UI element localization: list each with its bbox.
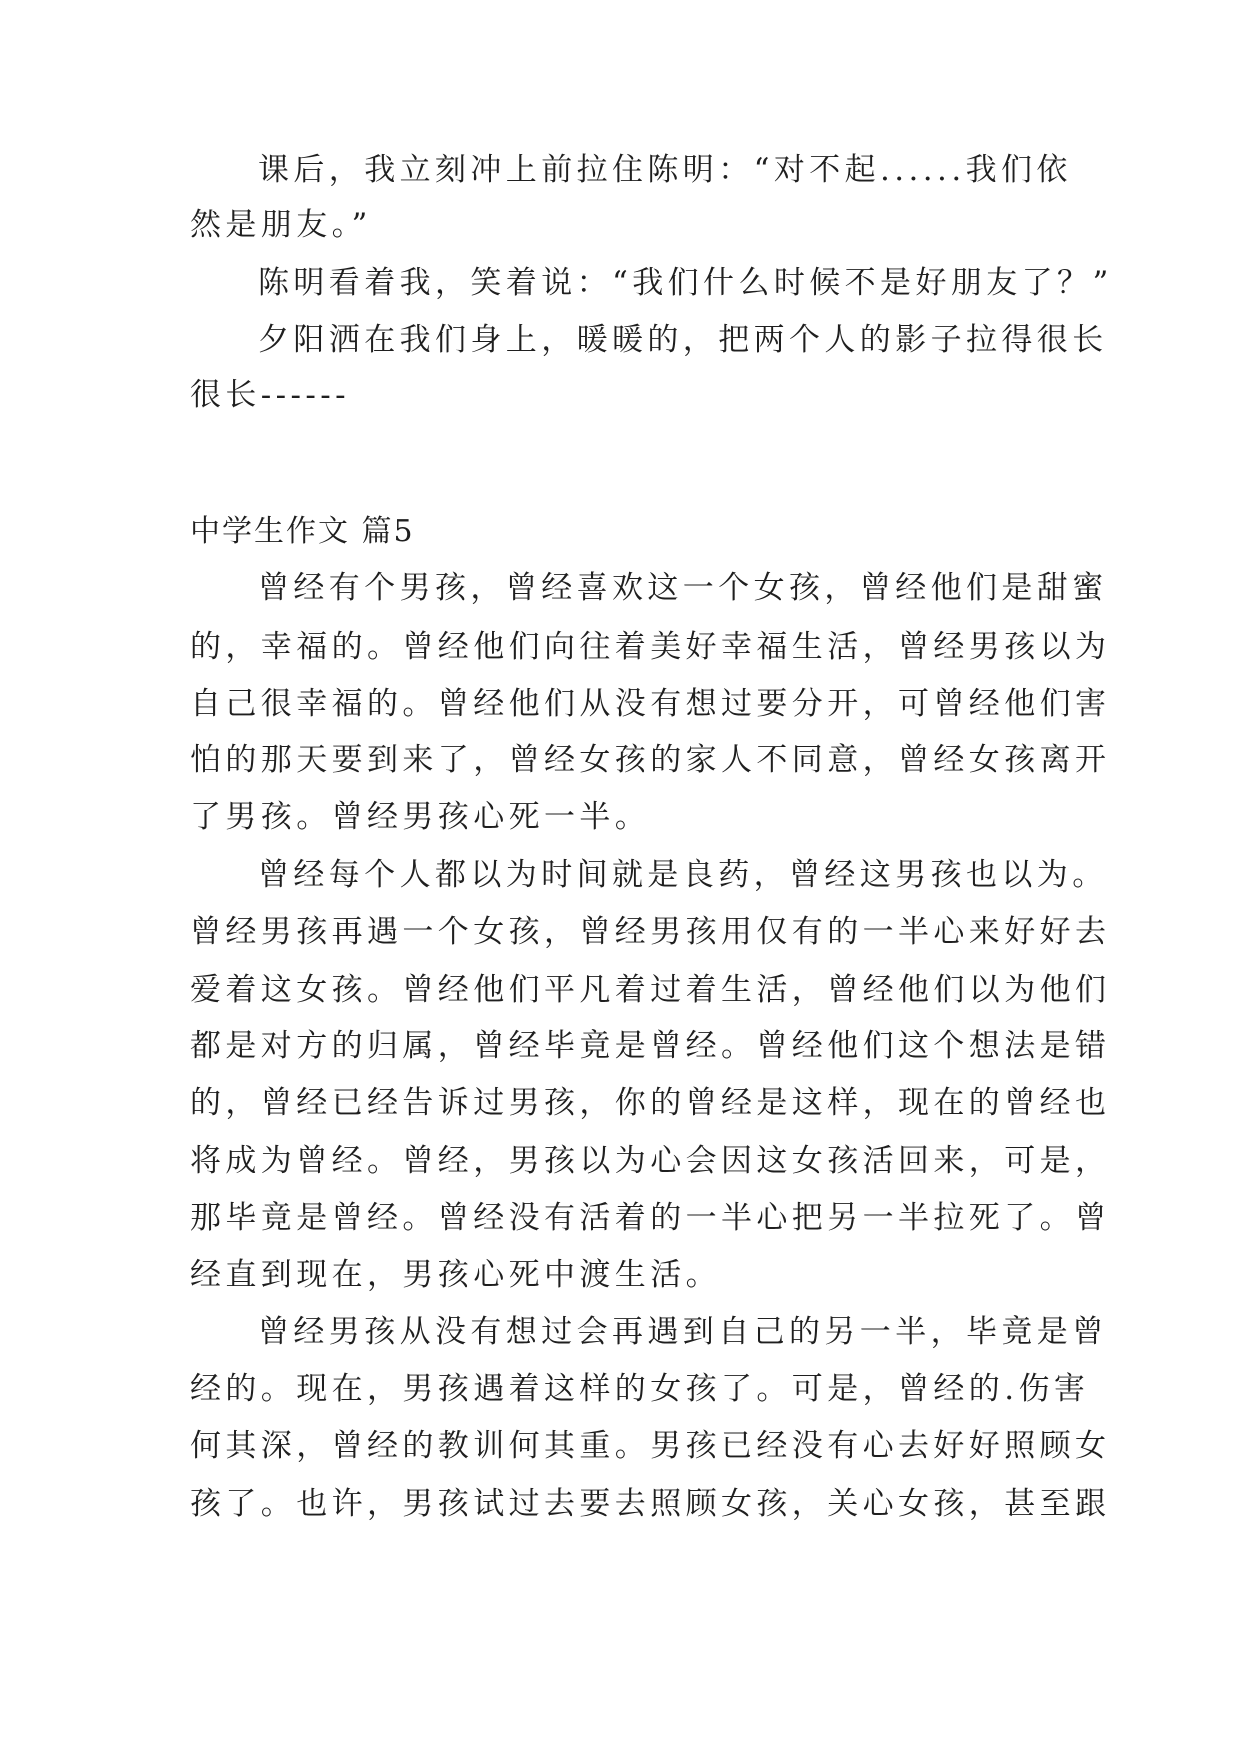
text-line: 自己很幸福的。曾经他们从没有想过要分开，可曾经他们害 <box>190 686 1111 722</box>
text-line: 爱着这女孩。曾经他们平凡着过着生活，曾经他们以为他们 <box>190 972 1111 1008</box>
text-line: 很长------ <box>190 377 351 413</box>
text-line: 怕的那天要到来了，曾经女孩的家人不同意，曾经女孩离开 <box>190 742 1111 778</box>
text-line: 曾经有个男孩，曾经喜欢这一个女孩，曾经他们是甜蜜 <box>258 570 1108 606</box>
text-line: 夕阳洒在我们身上，暖暖的，把两个人的影子拉得很长 <box>258 322 1108 358</box>
text-line: 何其深，曾经的教训何其重。男孩已经没有心去好好照顾女 <box>190 1428 1111 1464</box>
text-line: 曾经每个人都以为时间就是良药，曾经这男孩也以为。 <box>258 857 1108 893</box>
text-line: 课后，我立刻冲上前拉住陈明：“对不起......我们依 <box>258 152 1072 188</box>
text-line: 经直到现在，男孩心死中渡生活。 <box>190 1257 721 1293</box>
text-line: 陈明看着我，笑着说：“我们什么时候不是好朋友了？” <box>258 265 1113 301</box>
text-line: 曾经男孩从没有想过会再遇到自己的另一半，毕竟是曾 <box>258 1314 1108 1350</box>
text-line: 将成为曾经。曾经，男孩以为心会因这女孩活回来，可是， <box>190 1143 1111 1179</box>
text-line: 都是对方的归属，曾经毕竟是曾经。曾经他们这个想法是错 <box>190 1028 1111 1064</box>
text-line: 曾经男孩再遇一个女孩，曾经男孩用仅有的一半心来好好去 <box>190 914 1111 950</box>
section-heading: 中学生作文 篇5 <box>190 514 415 549</box>
text-line: 孩了。也许，男孩试过去要去照顾女孩，关心女孩，甚至跟 <box>190 1486 1111 1522</box>
text-line: 的，曾经已经告诉过男孩，你的曾经是这样，现在的曾经也 <box>190 1085 1111 1121</box>
text-line: 经的。现在，男孩遇着这样的女孩了。可是，曾经的.伤害 <box>190 1371 1090 1407</box>
text-line: 了男孩。曾经男孩心死一半。 <box>190 799 651 835</box>
text-line: 那毕竟是曾经。曾经没有活着的一半心把另一半拉死了。曾 <box>190 1200 1111 1236</box>
text-line: 然是朋友。” <box>190 207 372 243</box>
text-line: 的，幸福的。曾经他们向往着美好幸福生活，曾经男孩以为 <box>190 629 1111 665</box>
